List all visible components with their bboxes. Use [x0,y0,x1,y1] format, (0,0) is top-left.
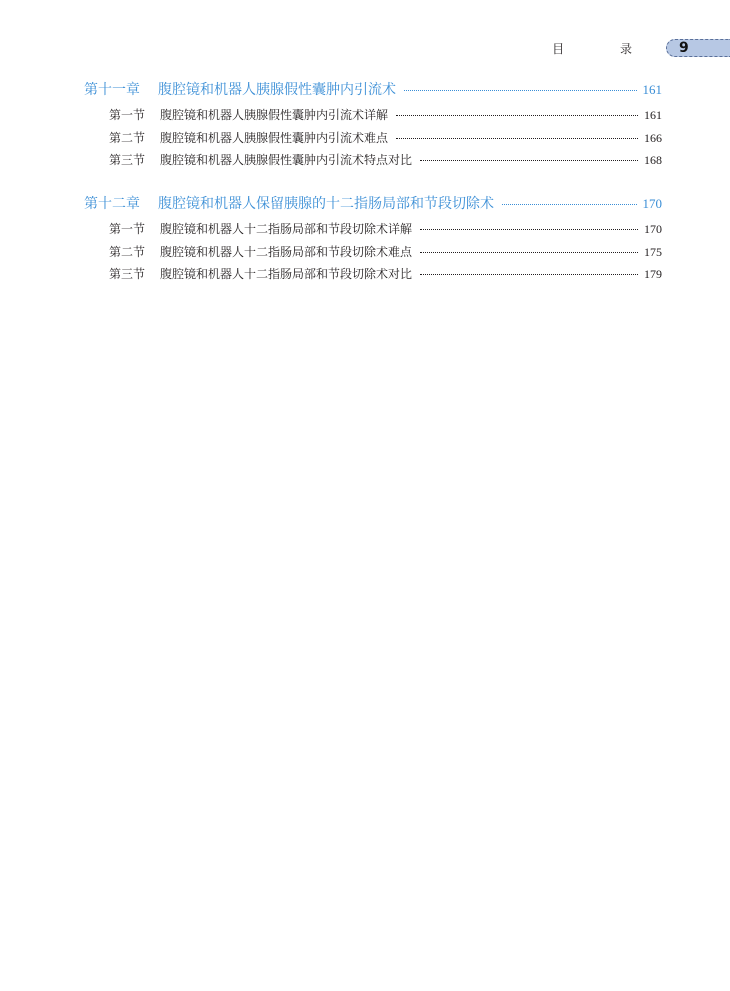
page-number-tab [666,39,730,57]
section-title: 腹腔镜和机器人十二指肠局部和节段切除术难点 [160,245,413,259]
toc-section-11-1[interactable] [109,106,662,123]
toc-section-11-2[interactable] [109,129,662,146]
toc-chapter-12[interactable] [84,193,662,213]
dot-leader [420,252,638,253]
section-label: 第二节 [109,131,146,145]
section-title: 腹腔镜和机器人胰腺假性囊肿内引流术特点对比 [160,153,413,167]
section-title: 腹腔镜和机器人十二指肠局部和节段切除术对比 [160,267,413,281]
page-number: 9 [679,40,689,56]
toc-section-12-1[interactable] [109,220,662,237]
chapter-page-number: 170 [642,196,662,211]
toc-section-11-3[interactable] [109,151,662,168]
section-label: 第一节 [109,222,146,236]
chapter-title: 腹腔镜和机器人胰腺假性囊肿内引流术 [158,82,396,98]
section-page-number: 179 [644,267,662,281]
section-title: 腹腔镜和机器人胰腺假性囊肿内引流术难点 [160,131,389,145]
dot-leader [396,115,638,116]
dot-leader [404,90,637,91]
toc-section-12-2[interactable] [109,243,662,260]
chapter-label: 第十二章 [84,196,140,212]
section-page-number: 166 [644,131,662,145]
section-label: 第一节 [109,108,146,122]
dot-leader [502,204,637,205]
section-page-number: 168 [644,153,662,167]
section-label: 第二节 [109,245,146,259]
section-title: 腹腔镜和机器人十二指肠局部和节段切除术详解 [160,222,413,236]
dot-leader [420,274,638,275]
header-title: 目 录 [552,41,658,56]
toc-chapter-11[interactable] [84,79,662,99]
dot-leader [420,229,638,230]
section-page-number: 161 [644,108,662,122]
chapter-title: 腹腔镜和机器人保留胰腺的十二指肠局部和节段切除术 [158,196,494,212]
dot-leader [420,160,638,161]
section-label: 第三节 [109,153,146,167]
chapter-page-number: 161 [642,82,662,97]
toc-section-12-3[interactable] [109,265,662,282]
chapter-label: 第十一章 [84,82,140,98]
section-title: 腹腔镜和机器人胰腺假性囊肿内引流术详解 [160,108,389,122]
section-label: 第三节 [109,267,146,281]
section-page-number: 170 [644,222,662,236]
section-page-number: 175 [644,245,662,259]
dot-leader [396,138,638,139]
running-header [552,38,730,58]
